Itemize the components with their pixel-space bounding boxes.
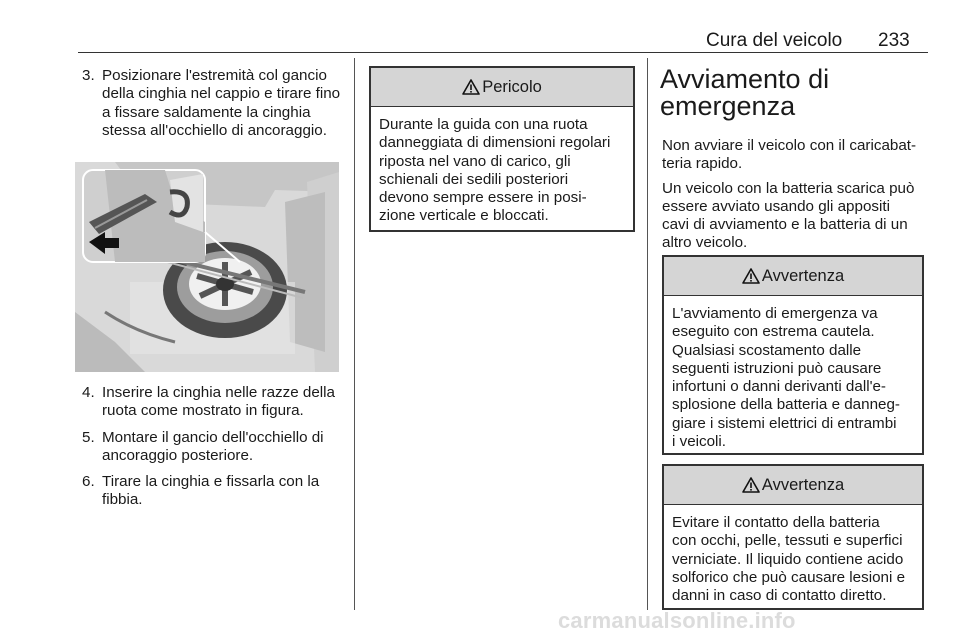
warning-line: con occhi, pelle, tessuti e superfici [672, 532, 903, 550]
right-column-intro [662, 137, 942, 259]
running-header-title: Cura del veicolo [706, 30, 843, 51]
step-number: 5. [82, 428, 95, 446]
left-column-steps [76, 384, 346, 518]
danger-line: devono sempre essere in posi- [379, 189, 587, 207]
header-rule [78, 52, 928, 53]
warning-triangle-icon [742, 268, 760, 284]
step-number: 3. [82, 67, 95, 84]
section-heading [660, 66, 940, 120]
warning-line: i veicoli. [672, 433, 727, 451]
warning-line: infortuni o danni derivanti dall'e- [672, 378, 886, 396]
column-divider-right [647, 58, 648, 610]
warning-box-header [664, 257, 922, 296]
paragraph-line: Un veicolo con la batteria scarica può [662, 179, 915, 197]
warning-box-2 [662, 464, 924, 610]
step-5 [76, 429, 346, 466]
warning-box-1 [662, 255, 924, 455]
warning-line: Evitare il contatto della batteria [672, 514, 880, 531]
step-text: Inserire la cinghia nelle razze della ruota come mostrato in figura. [102, 384, 336, 420]
danger-line: zione verticale e bloccati. [379, 207, 549, 225]
warning-line: verniciate. Il liquido contiene acido [672, 550, 904, 568]
spare-wheel-illustration [75, 162, 339, 372]
paragraph-line: cavi di avviamento e la batteria di un [662, 216, 908, 234]
warning-triangle-icon [462, 79, 480, 95]
paragraph-line: altro veicolo. [662, 234, 748, 252]
danger-box-body [371, 107, 633, 226]
warning-box-body [664, 505, 922, 605]
paragraph-line: Non avviare il veicolo con il caricabat- [662, 137, 917, 154]
warning-line: Qualsiasi scostamento dalle [672, 341, 862, 359]
danger-box-title: Pericolo [482, 77, 542, 96]
paragraph-no-fast-charger [662, 137, 942, 174]
warning-line: L'avviamento di emergenza va [672, 305, 878, 322]
step-text: Tirare la cinghia e fissarla con la fibbia. [102, 473, 320, 509]
column-divider-left [354, 58, 355, 610]
warning-line: seguenti istruzioni può causare [672, 359, 882, 377]
section-heading-line: emergenza [660, 91, 796, 121]
warning-line: giare i sistemi elettrici di entrambi [672, 414, 897, 432]
page-number: 233 [878, 30, 910, 51]
paragraph-line: essere avviato usando gli appositi [662, 197, 890, 215]
left-column-top [76, 67, 346, 148]
warning-box-body [664, 296, 922, 451]
warning-triangle-icon [742, 477, 760, 493]
warning-line: splosione della batteria e danneg- [672, 396, 900, 414]
warning-line: danni in caso di contatto diretto. [672, 587, 887, 605]
danger-line: danneggiata di dimensioni regolari [379, 134, 611, 152]
warning-box-title: Avvertenza [761, 266, 845, 285]
section-heading-line: Avviamento di [660, 64, 830, 94]
warning-line: solforico che può causare lesioni e [672, 568, 906, 586]
warning-box-title: Avvertenza [761, 475, 845, 494]
danger-box [369, 66, 635, 232]
watermark: carmanualsonline.info [558, 608, 796, 633]
danger-box-header [371, 68, 633, 107]
step-4 [76, 384, 346, 421]
step-text: Montare il gancio dell'occhiello di ancoraggio posteriore. [102, 428, 324, 464]
danger-line: riposta nel vano di carico, gli [379, 152, 571, 170]
paragraph-line: teria rapido. [662, 155, 743, 173]
warning-line: eseguito con estrema cautela. [672, 323, 875, 341]
step-text: Posizionare l'estremità col gancio della cinghia nel cappio e tirare fino a fissare saldamente la cinghia stessa all'occhiello di ancoraggio. [102, 67, 341, 139]
danger-line: schienali dei sedili posteriori [379, 170, 569, 188]
danger-line: Durante la guida con una ruota [379, 116, 588, 133]
step-number: 6. [82, 473, 95, 491]
warning-box-header [664, 466, 922, 505]
step-6 [76, 473, 346, 510]
step-3 [76, 67, 346, 140]
step-number: 4. [82, 384, 95, 401]
paragraph-jump-start [662, 180, 942, 253]
